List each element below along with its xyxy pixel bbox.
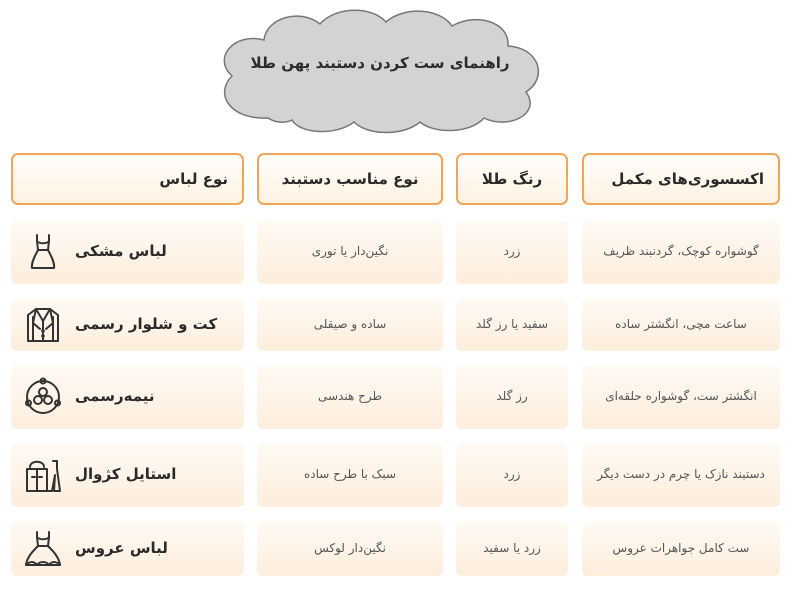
dress-icon (23, 232, 63, 272)
cell-dress-type (11, 220, 244, 284)
wedding-dress-icon (23, 529, 63, 569)
header-gold-color: رنگ طلا (456, 153, 568, 205)
cell-gold-color: رز گلد (456, 365, 568, 429)
dress-label: کت و شلوار رسمی (75, 314, 218, 333)
title-cloud (208, 6, 552, 136)
cell-bracelet-type: ساده و صیقلی (257, 298, 443, 351)
cell-gold-color: زرد (456, 220, 568, 284)
page-title: راهنمای ست کردن دستبند پهن طلا (250, 54, 510, 72)
header-bracelet-type: نوع مناسب دستبند (257, 153, 443, 205)
cell-accessories: دستبند نازک یا چرم در دست دیگر (582, 443, 780, 507)
cell-accessories: گوشواره کوچک، گردنبند ظریف (582, 220, 780, 284)
cell-accessories: ست کامل جواهرات عروس (582, 521, 780, 576)
dress-label: لباس عروس (75, 538, 168, 557)
header-accessories: اکسسوری‌های مکمل (582, 153, 780, 205)
header-dress-type: نوع لباس (11, 153, 244, 205)
cell-gold-color: زرد یا سفید (456, 521, 568, 576)
cell-accessories: انگشتر ست، گوشواره حلقه‌ای (582, 365, 780, 429)
cell-dress-type (11, 443, 244, 507)
dress-label: نیمه‌رسمی (75, 387, 155, 406)
dress-label: لباس مشکی (75, 242, 167, 261)
dress-label: استایل کژوال (75, 465, 177, 484)
casual-outfit-icon (23, 455, 63, 495)
cell-bracelet-type: سبک با طرح ساده (257, 443, 443, 507)
cell-bracelet-type: نگین‌دار لوکس (257, 521, 443, 576)
cell-gold-color: زرد (456, 443, 568, 507)
cell-bracelet-type: نگین‌دار یا توری (257, 220, 443, 284)
cell-gold-color: سفید یا رز گلد (456, 298, 568, 351)
ring-cluster-icon (23, 377, 63, 417)
cell-dress-type (11, 521, 244, 576)
suit-icon (23, 305, 63, 345)
cell-accessories: ساعت مچی، انگشتر ساده (582, 298, 780, 351)
cell-dress-type (11, 365, 244, 429)
cell-bracelet-type: طرح هندسی (257, 365, 443, 429)
cell-dress-type (11, 298, 244, 351)
